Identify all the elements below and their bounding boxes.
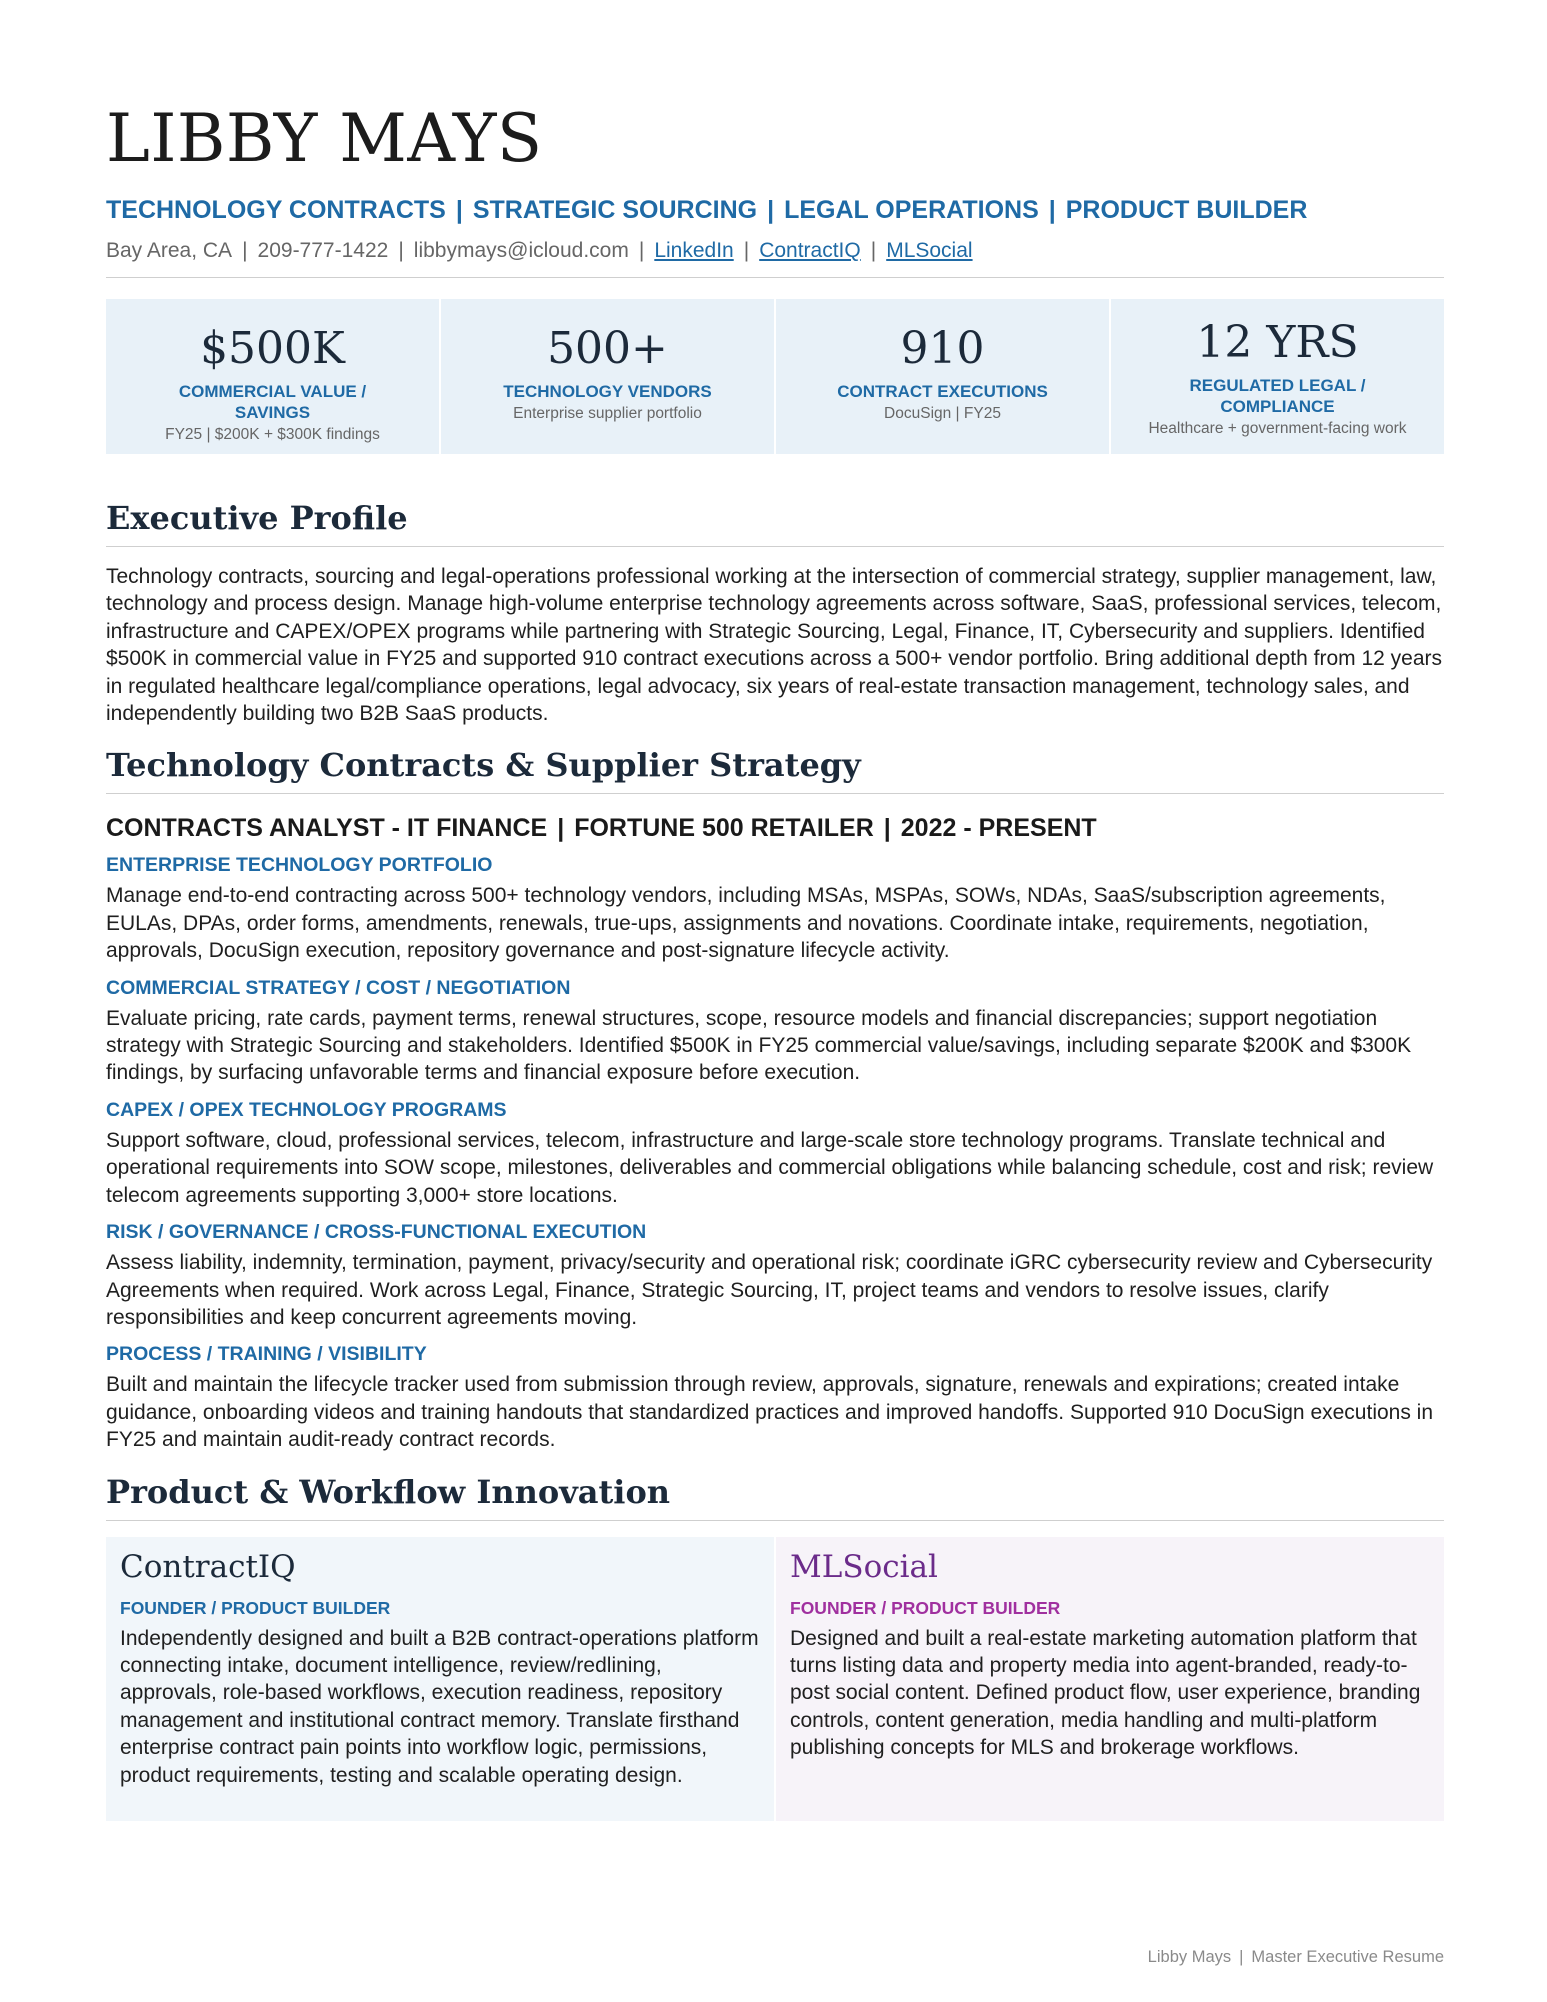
headline-item: TECHNOLOGY CONTRACTS xyxy=(106,196,446,224)
headline-item: LEGAL OPERATIONS xyxy=(784,196,1039,224)
subsection-text: Assess liability, indemnity, termination, payment, privacy/security and operational risk; coordinate iGRC cybersecurity review and Cybersecurity Agreements when required. Work across Legal, Finance, Strategic Sourcing, IT, project teams and vendors to resolve issues, clarify responsibilities and keep concurrent agreements moving. xyxy=(106,1251,1433,1329)
product-card-mlsocial xyxy=(776,1537,1444,1821)
separator: | xyxy=(1239,1948,1244,1966)
product-card-contractiq xyxy=(106,1537,774,1821)
footer-name: Libby Mays xyxy=(1147,1948,1232,1966)
stat-value: $500K xyxy=(200,323,345,374)
product-role: FOUNDER / PRODUCT BUILDER xyxy=(790,1597,1061,1618)
product-role: FOUNDER / PRODUCT BUILDER xyxy=(120,1597,391,1618)
separator: | xyxy=(242,239,248,262)
subsection-text: Built and maintain the lifecycle tracker used from submission through review, approvals, signature, renewals and expirations; created intake guidance, onboarding videos and training handouts that standardized practices and improved handoffs. Supported 910 DocuSign executions in FY25 and maintain audit-ready contract records. xyxy=(106,1373,1434,1452)
section-divider xyxy=(106,1520,1444,1521)
stat-regulated-compliance xyxy=(1111,299,1444,454)
separator: | xyxy=(638,239,645,262)
stat-technology-vendors xyxy=(441,299,776,454)
stat-contract-executions xyxy=(776,299,1111,454)
headline-item: STRATEGIC SOURCING xyxy=(472,196,758,224)
separator: | xyxy=(398,239,404,262)
subsection-heading: PROCESS / TRAINING / VISIBILITY xyxy=(106,1343,427,1366)
headline xyxy=(106,195,1444,225)
stat-sub: Healthcare + government-facing work xyxy=(1148,420,1407,437)
stats-bar xyxy=(106,299,1444,454)
role-title: CONTRACTS ANALYST - IT FINANCE xyxy=(106,814,548,843)
section-title-products: Product & Workflow Innovation xyxy=(106,1472,671,1511)
role-company: FORTUNE 500 RETAILER xyxy=(574,814,874,843)
subsection-heading: COMMERCIAL STRATEGY / COST / NEGOTIATION xyxy=(106,976,571,999)
phone: 209-777-1422 xyxy=(257,239,389,262)
product-name: MLSocial xyxy=(790,1548,938,1585)
stat-commercial-value xyxy=(106,299,441,454)
stat-value: 500+ xyxy=(547,323,668,374)
separator: | xyxy=(870,239,877,262)
resume-page xyxy=(106,95,1444,1821)
subsection-text: Evaluate pricing, rate cards, payment terms, renewal structures, scope, resource models and financial discrepancies; support negotiation strategy with Strategic Sourcing and stakeholders. Identified $500K in FY25 commercial value/savings, including separate $200K and $300K findings, by surfacing unfavorable terms and financial exposure before execution. xyxy=(106,1006,1412,1085)
stat-label: COMMERCIAL VALUE / SAVINGS xyxy=(178,382,367,422)
section-divider xyxy=(106,546,1444,547)
role-heading xyxy=(106,812,1444,844)
subsection-text: Manage end-to-end contracting across 500+ technology vendors, including MSAs, MSPAs, SOWs, NDAs, SaaS/subscription agreements, EULAs, DPAs, order forms, amendments, renewals, true-ups, assignments and novations. Coordinate intake, requirements, negotiation, approvals, DocuSign execution, repository governance and post-signature lifecycle activity. xyxy=(106,884,1386,963)
headline-item: PRODUCT BUILDER xyxy=(1065,196,1308,224)
separator: | xyxy=(1048,196,1056,224)
stat-label: REGULATED LEGAL / COMPLIANCE xyxy=(1189,376,1366,416)
stat-sub: Enterprise supplier portfolio xyxy=(513,405,702,422)
stat-sub: FY25 | $200K + $300K findings xyxy=(165,426,380,443)
product-description: Designed and built a real-estate marketing automation platform that turns listing data and property media into agent-branded, ready-to-post social content. Defined product flow, user experience, branding controls, content generation, media handling and multi-platform publishing concepts for MLS and brokerage workflows. xyxy=(790,1626,1421,1760)
stat-sub: DocuSign | FY25 xyxy=(884,405,1001,422)
header-divider xyxy=(106,277,1444,278)
email: libbymays@icloud.com xyxy=(413,239,629,262)
product-cards xyxy=(106,1537,1444,1821)
candidate-name: LIBBY MAYS xyxy=(106,100,543,177)
stat-value: 910 xyxy=(900,323,985,374)
location: Bay Area, CA xyxy=(106,239,233,262)
contractiq-link[interactable]: ContractIQ xyxy=(759,239,861,262)
mlsocial-link[interactable]: MLSocial xyxy=(886,239,973,262)
separator: | xyxy=(767,196,775,224)
product-name: ContractIQ xyxy=(120,1548,296,1585)
separator: | xyxy=(557,814,565,843)
separator: | xyxy=(883,814,891,843)
stat-value: 12 YRS xyxy=(1196,317,1359,368)
linkedin-link[interactable]: LinkedIn xyxy=(654,239,734,262)
subsection-heading: CAPEX / OPEX TECHNOLOGY PROGRAMS xyxy=(106,1098,507,1121)
contact-line xyxy=(106,237,1444,265)
section-divider xyxy=(106,793,1444,794)
product-description: Independently designed and built a B2B contract-operations platform connecting intake, document intelligence, review/redlining, approvals, role-based workflows, execution readiness, repository management and institutional contract memory. Translate firsthand enterprise contract pain points into workflow logic, permissions, product requirements, testing and scalable operating design. xyxy=(120,1626,759,1787)
profile-text: Technology contracts, sourcing and legal-operations professional working at the intersection of commercial strategy, supplier management, law, technology and process design. Manage high-volume enterprise technology agreements across software, SaaS, professional services, telecom, infrastructure and CAPEX/OPEX programs while partnering with Strategic Sourcing, Legal, Finance, IT, Cybersecurity and suppliers. Identified $500K in commercial value in FY25 and supported 910 contract executions across a 500+ vendor portfolio. Bring additional depth from 12 years in regulated healthcare legal/compliance operations, legal advocacy, six years of real-estate transaction management, technology sales, and independently building two B2B SaaS products. xyxy=(106,565,1443,726)
subsection-heading: ENTERPRISE TECHNOLOGY PORTFOLIO xyxy=(106,854,493,877)
section-title-experience: Technology Contracts & Supplier Strategy xyxy=(106,746,861,785)
separator: | xyxy=(455,196,463,224)
stat-label: TECHNOLOGY VENDORS xyxy=(503,382,712,401)
page-footer xyxy=(1148,1948,1444,1967)
subsection-heading: RISK / GOVERNANCE / CROSS-FUNCTIONAL EXECUTION xyxy=(106,1221,647,1244)
footer-doc: Master Executive Resume xyxy=(1251,1948,1444,1966)
role-dates: 2022 - PRESENT xyxy=(900,814,1097,843)
stat-label: CONTRACT EXECUTIONS xyxy=(837,382,1048,401)
section-title-profile: Executive Profile xyxy=(106,499,408,537)
subsection-text: Support software, cloud, professional services, telecom, infrastructure and large-scale store technology programs. Translate technical and operational requirements into SOW scope, milestones, deliverables and commercial obligations while balancing schedule, cost and risk; review telecom agreements supporting 3,000+ store locations. xyxy=(106,1128,1434,1207)
separator: | xyxy=(743,239,750,262)
